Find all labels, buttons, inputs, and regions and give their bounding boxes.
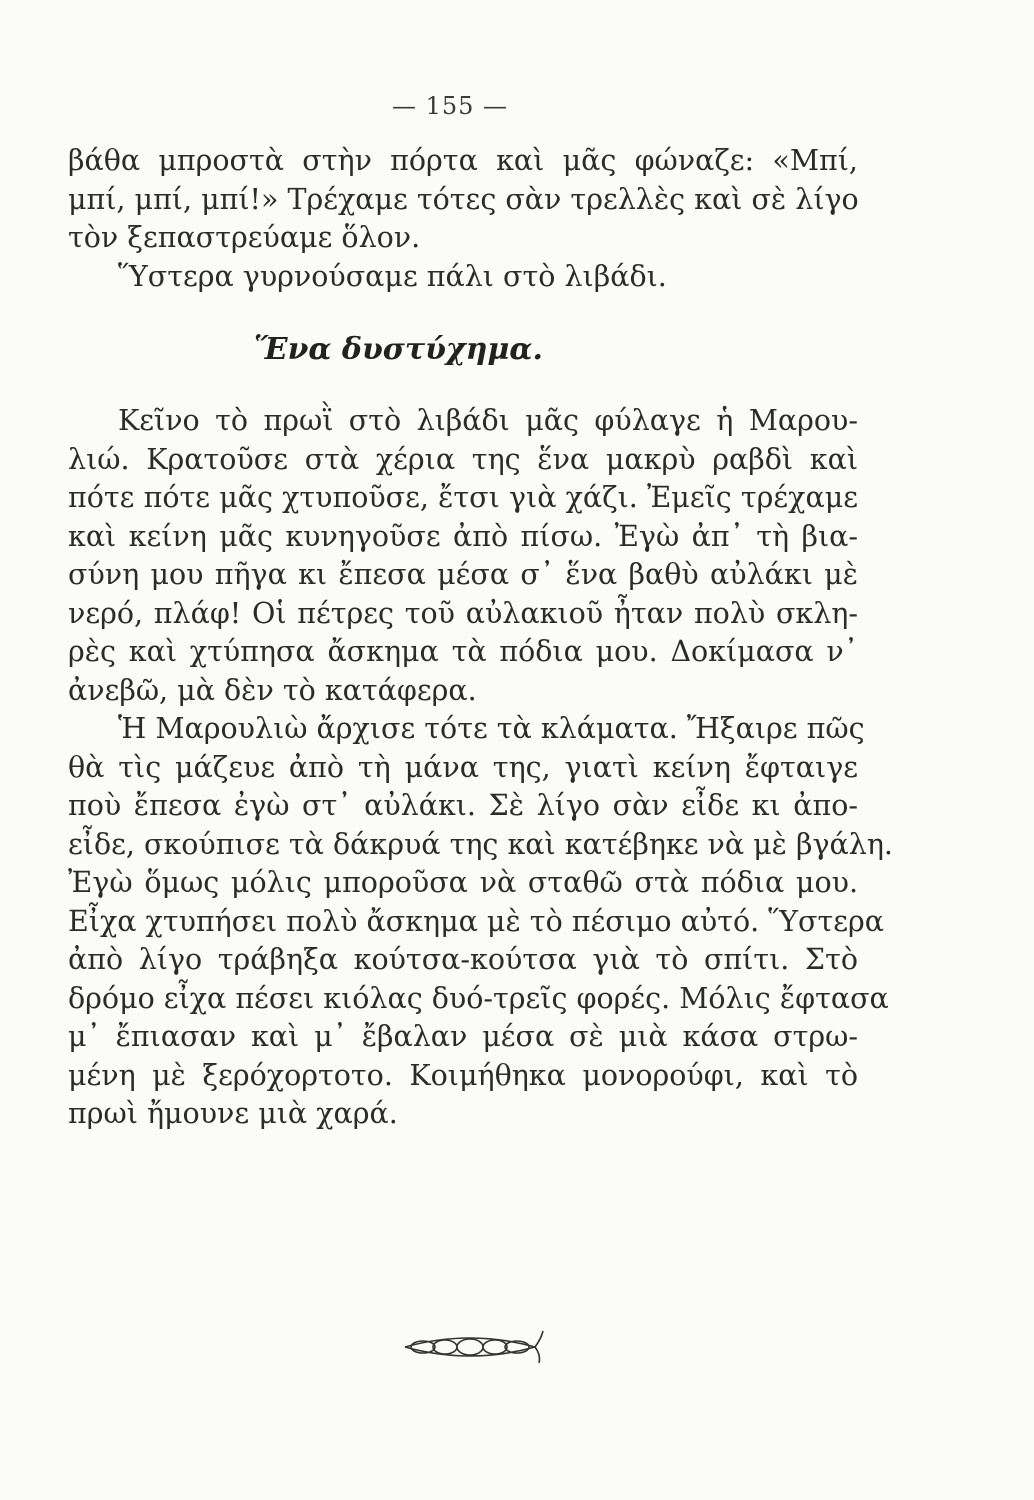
text-line: πότε πότε μᾶς χτυποῦσε, ἔτσι γιὰ χάζι. Ἐμεῖς τρέχαμε (68, 481, 858, 514)
text-line: Ἡ Μαρουλιὼ ἄρχισε τότε τὰ κλάματα. Ἤξαιρε πῶς (118, 712, 865, 745)
text-line: Ἐγὼ ὅμως μόλις μποροῦσα νὰ σταθῶ στὰ πόδια μου. (68, 866, 858, 899)
text-line: μ᾿ ἔπιασαν καὶ μ᾿ ἔβαλαν μέσα σὲ μιὰ κάσα στρω- (68, 1020, 858, 1053)
text-line: καὶ κείνη μᾶς κυνηγοῦσε ἀπὸ πίσω. Ἐγὼ ἀπ᾿ τὴ βια- (68, 519, 858, 553)
text-line: βάθα μπροστὰ στὴν πόρτα καὶ μᾶς φώναζε: «Μπί, (68, 144, 858, 177)
text-line: σύνη μου πῆγα κι ἔπεσα μέσα σ᾿ ἕνα βαθὺ αὐλάκι μὲ (68, 558, 858, 591)
text-line: Εἶχα χτυπήσει πολὺ ἄσκημα μὲ τὸ πέσιμο αὐτό. Ὕστερα (68, 904, 885, 938)
text-line: ποὺ ἔπεσα ἐγὼ στ᾿ αὐλάκι. Σὲ λίγο σὰν εἶδε κι ἀπο- (68, 789, 858, 822)
laurel-ornament-icon (395, 1325, 545, 1371)
text-line: Κεῖνο τὸ πρωῒ στὸ λιβάδι μᾶς φύλαγε ἡ Μαρου- (118, 404, 858, 437)
text-line: θὰ τὶς μάζευε ἀπὸ τὴ μάνα της, γιατὶ κείνη ἔφταιγε (68, 750, 858, 784)
page-number: — 155 — (391, 92, 509, 120)
text-line: λιώ. Κρατοῦσε στὰ χέρια της ἕνα μακρὺ ραβδὶ καὶ (68, 442, 858, 476)
text-line: μένη μὲ ξερόχορτοτο. Κοιμήθηκα μονορούφι, καὶ τὸ (68, 1058, 858, 1092)
text-line: εἶδε, σκούπισε τὰ δάκρυά της καὶ κατέβηκε νὰ μὲ βγάλη. (68, 827, 893, 861)
text-line: ἀπὸ λίγο τράβηξα κούτσα-κούτσα γιὰ τὸ σπίτι. Στὸ (68, 943, 858, 976)
text-line: ἀνεβῶ, μὰ δὲν τὸ κατάφερα. (68, 673, 477, 707)
text-line: ρὲς καὶ χτύπησα ἄσκημα τὰ πόδια μου. Δοκίμασα ν᾿ (68, 635, 858, 668)
text-line: Ὕστερα γυρνούσαμε πάλι στὸ λιβάδι. (118, 259, 667, 293)
section-heading: Ἕνα δυστύχημα. (254, 332, 543, 367)
body-text (68, 142, 893, 1134)
text-line: πρωὶ ἤμουνε μιὰ χαρά. (68, 1097, 398, 1130)
text-line: νερό, πλάφ! Οἱ πέτρες τοῦ αὐλακιοῦ ἦταν πολὺ σκλη- (68, 596, 858, 630)
text-line: δρόμο εἶχα πέσει κιόλας δυό-τρεῖς φορές. Μόλις ἔφτασα (68, 981, 889, 1015)
text-line: μπί, μπί, μπί!» Τρέχαμε τότες σὰν τρελλὲς καὶ σὲ λίγο (68, 182, 859, 216)
text-line: τὸν ξεπαστρεύαμε ὅλον. (68, 221, 421, 254)
